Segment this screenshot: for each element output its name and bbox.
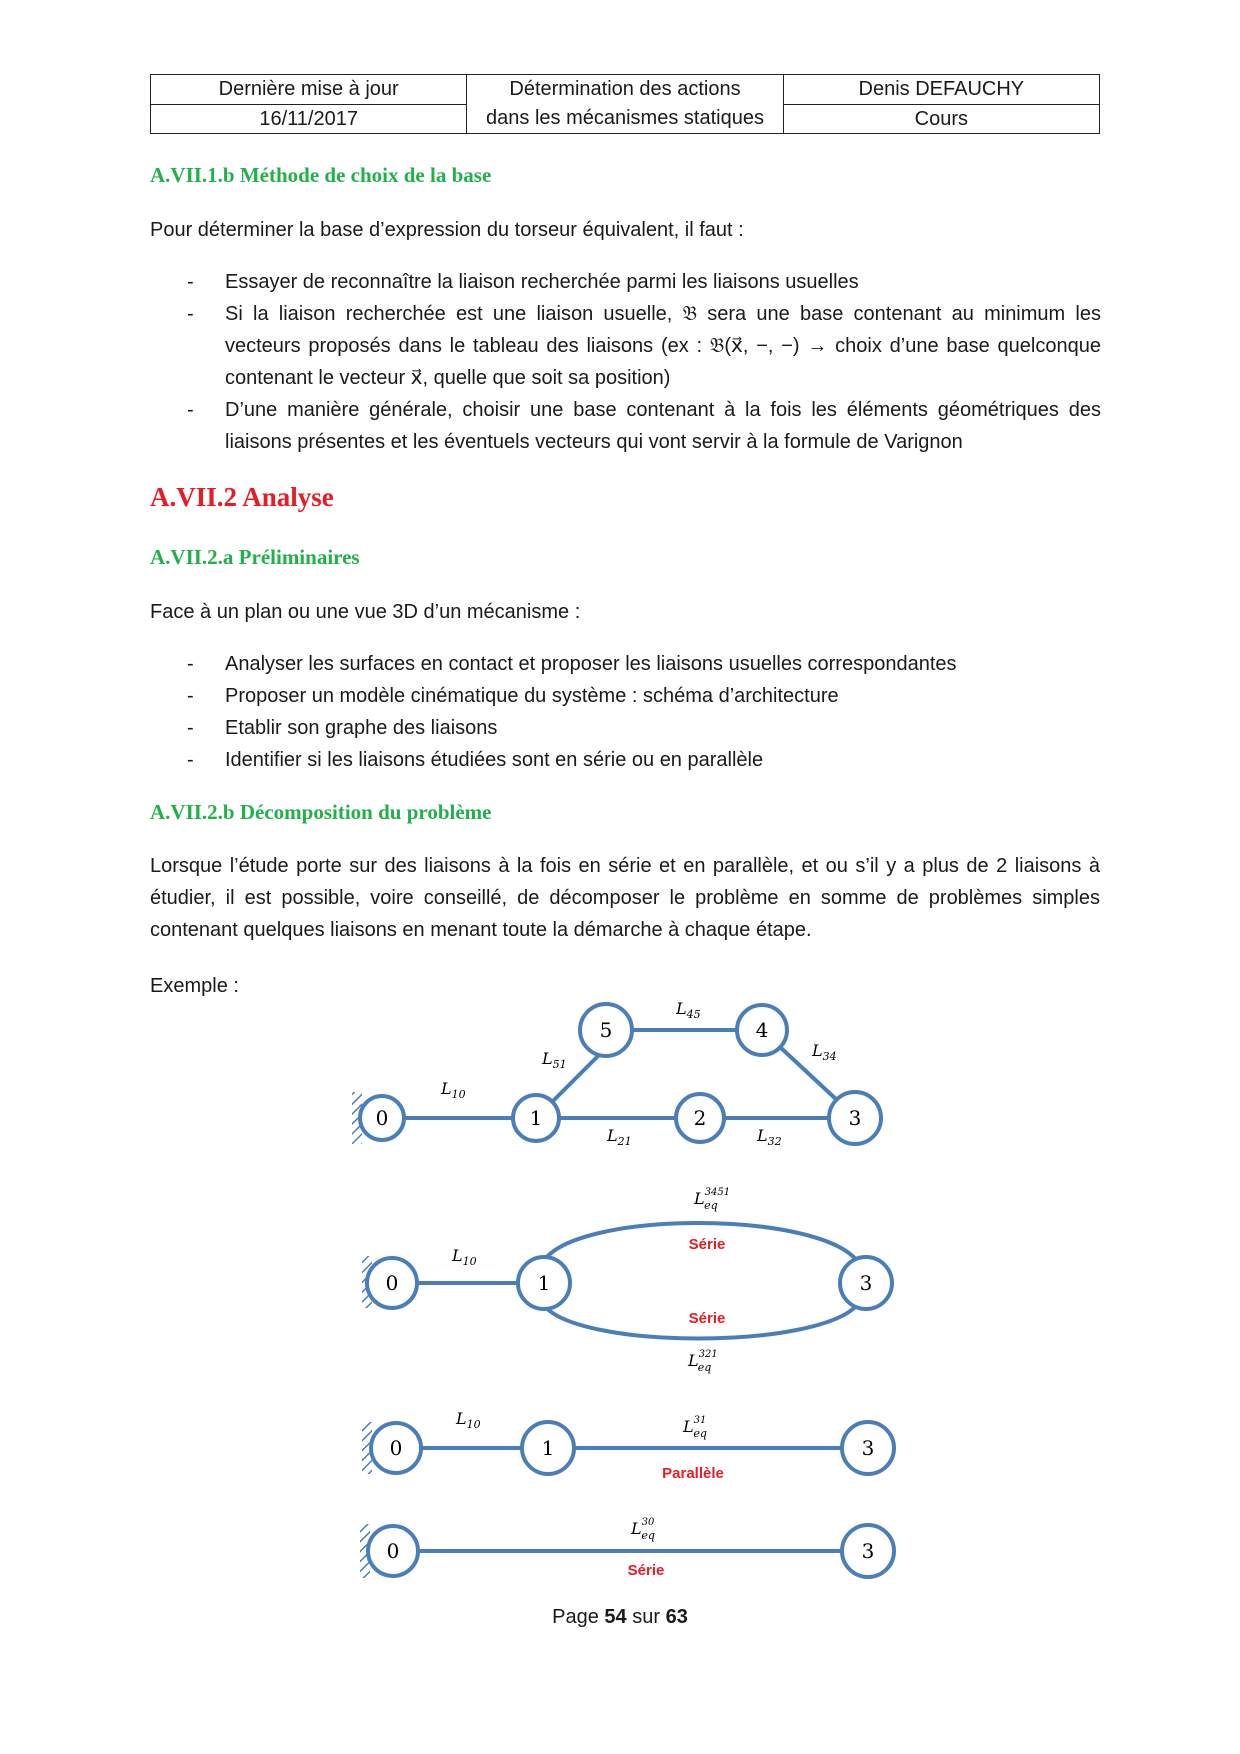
edge-label-leq-321: $L^{321}$ eq (688, 1349, 718, 1374)
step-1-graph (352, 999, 881, 1148)
footer-prefix: Page (552, 1606, 599, 1628)
author: Denis DEFAUCHY (783, 75, 1099, 105)
example-label: Exemple : (150, 975, 239, 997)
step-2-graph (362, 1187, 892, 1374)
edge-label-leq-31: $L^{31}$ eq (683, 1415, 707, 1440)
doc-type: Cours (783, 104, 1099, 134)
bullet-text: Identifier si les liaisons étudiées sont en série ou en parallèle (225, 749, 764, 771)
node-label: 3 (861, 1436, 875, 1460)
heading-1b: A.VII.1.b Méthode de choix de la base (150, 163, 492, 187)
node-3 (842, 1422, 894, 1474)
bullet-text: Si la liaison recherchée est une liaison usuelle, 𝔅 sera une base contenant au minimum les vecteurs proposés dans le tableau des liaisons (ex : 𝔅(x⃗, −, −) → choix d’une base quelconque contenant le vecteur x⃗, quelle que soit sa position) (225, 303, 1101, 389)
node-0 (371, 1423, 421, 1473)
paragraph-2b: Lorsque l’étude porte sur des liaisons à la fois en série et en parallèle, et ou s’il y a plus de 2 liaisons à étudier, il est possible, voire conseillé, de décomposer le problème en somme de problèmes simples contenant quelques liaisons en menant toute la démarche à chaque étape. (150, 855, 1100, 941)
last-update-date: 16/11/2017 (151, 104, 467, 134)
node-1 (522, 1422, 574, 1474)
edge-label-l34: $L_{34}$ (812, 1041, 837, 1063)
node-3 (842, 1525, 894, 1577)
edge-label-l51: $L_{51}$ (542, 1049, 567, 1071)
node-2 (676, 1094, 724, 1142)
edge-label-l10: $L_{10}$ (441, 1079, 466, 1101)
bullet-text: Proposer un modèle cinématique du système : schéma d’architecture (225, 685, 839, 707)
node-label: 0 (389, 1436, 403, 1460)
node-1 (518, 1257, 570, 1309)
node-3 (840, 1257, 892, 1309)
node-5 (580, 1004, 632, 1056)
annotation-serie: Série (627, 1562, 665, 1579)
node-label: 1 (541, 1436, 555, 1460)
intro-2a: Face à un plan ou une vue 3D d’un mécanisme : (150, 601, 581, 623)
node-label: 0 (375, 1106, 389, 1130)
heading-2: A.VII.2 Analyse (150, 482, 334, 512)
step-4-graph (360, 1517, 894, 1579)
step-3-graph (362, 1409, 894, 1482)
node-4 (737, 1005, 787, 1055)
annotation-serie-top: Série (688, 1236, 726, 1253)
intro-1b: Pour déterminer la base d’expression du torseur équivalent, il faut : (150, 219, 744, 241)
title-line-2: dans les mécanismes statiques (486, 107, 764, 129)
node-label: 0 (385, 1271, 399, 1295)
node-label: 3 (861, 1539, 875, 1563)
node-0 (367, 1258, 417, 1308)
node-label: 1 (529, 1106, 543, 1130)
node-1 (513, 1095, 559, 1141)
node-label: 5 (599, 1018, 613, 1042)
footer-page-number: 54 (604, 1606, 627, 1628)
edge-label-l32: $L_{32}$ (757, 1126, 782, 1148)
edge-label-l45: $L_{45}$ (676, 999, 701, 1021)
annotation-serie-bottom: Série (688, 1310, 726, 1327)
node-label: 0 (386, 1539, 400, 1563)
annotation-parallele: Parallèle (662, 1465, 724, 1482)
edge-label-l21: $L_{21}$ (607, 1126, 632, 1148)
node-label: 2 (693, 1106, 707, 1130)
node-label: 3 (859, 1271, 873, 1295)
node-0 (368, 1526, 418, 1576)
edge-label-leq-3451: $L^{3451}$ eq (694, 1187, 731, 1212)
node-3 (829, 1092, 881, 1144)
node-label: 4 (755, 1018, 769, 1042)
edge-label-l10: $L_{10}$ (452, 1246, 477, 1268)
node-label: 1 (537, 1271, 551, 1295)
footer-middle: sur (632, 1606, 661, 1628)
footer-page-total: 63 (665, 1606, 688, 1628)
bullet-text: D’une manière générale, choisir une base contenant à la fois les éléments géométriques des liaisons présentes et les éventuels vecteurs qui vont servir à la formule de Varignon (225, 399, 1101, 453)
node-label: 3 (848, 1106, 862, 1130)
edge-label-leq-30: $L^{30}$ eq (631, 1517, 655, 1542)
last-update-label: Dernière mise à jour (151, 75, 467, 105)
title-line-1: Détermination des actions (509, 78, 741, 100)
heading-2a: A.VII.2.a Préliminaires (150, 545, 360, 569)
bullet-text: Essayer de reconnaître la liaison recherchée parmi les liaisons usuelles (225, 271, 859, 293)
bullet-text: Etablir son graphe des liaisons (225, 717, 498, 739)
edge-label-l10: $L_{10}$ (456, 1409, 481, 1431)
heading-2b: A.VII.2.b Décomposition du problème (150, 800, 492, 824)
page-footer (0, 1606, 1240, 1629)
bullet-text: Analyser les surfaces en contact et proposer les liaisons usuelles correspondantes (225, 653, 957, 675)
node-0 (360, 1096, 404, 1140)
